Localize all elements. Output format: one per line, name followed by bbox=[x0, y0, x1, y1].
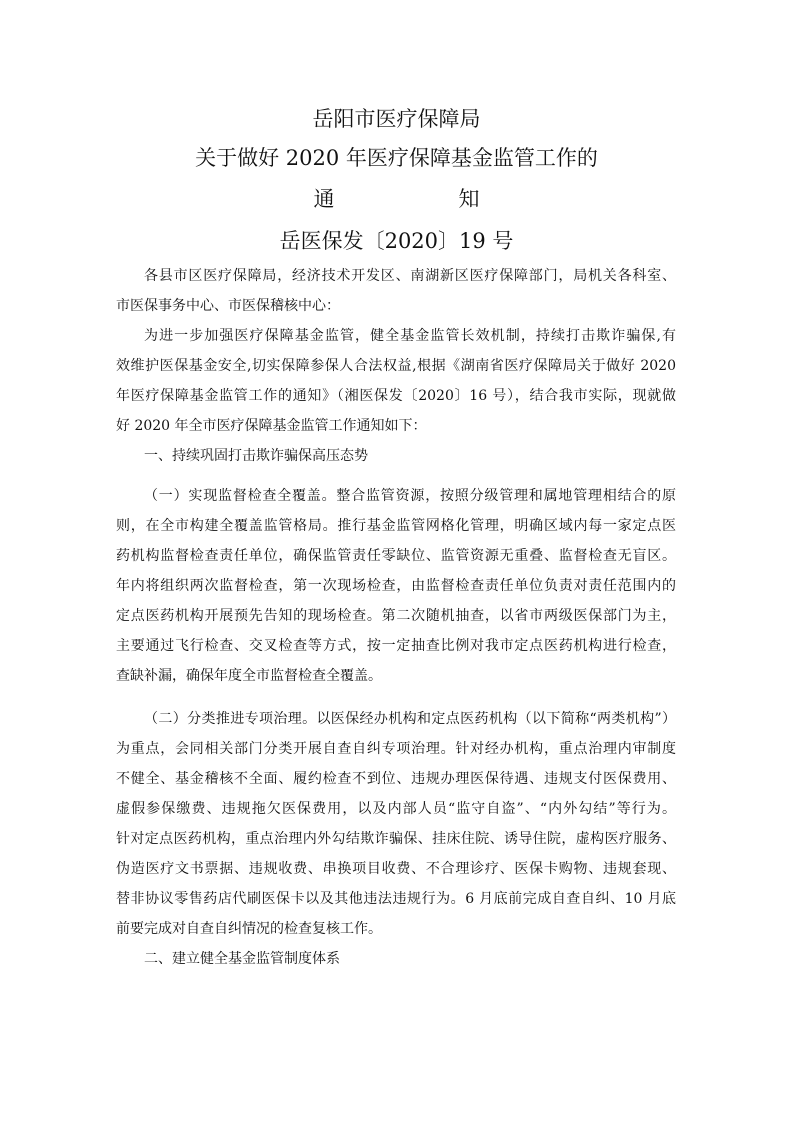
section-2-line: 前要完成对自查自纠情况的检查复核工作。 bbox=[116, 921, 382, 937]
intro-line: 好 2020 年全市医疗保障基金监管工作通知如下： bbox=[116, 418, 427, 434]
intro-line: 年医疗保障基金监管工作的通知》（湘医保发〔2020〕16 号），结合我市实际，现就做 bbox=[116, 388, 676, 404]
notice-char-2: 知 bbox=[458, 187, 480, 211]
section-1-line: 年内将组织两次监督检查，第一次现场检查，由监督检查责任单位负责对责任范围内的 bbox=[116, 578, 676, 594]
section-heading-1: 一、持续巩固打击欺诈骗保高压态势 bbox=[144, 448, 368, 464]
section-2-paragraph bbox=[116, 704, 676, 944]
org-title: 岳阳市医疗保障局 bbox=[312, 107, 481, 131]
section-heading-2: 二、建立健全基金监管制度体系 bbox=[144, 951, 340, 967]
notice-title bbox=[0, 184, 793, 214]
section-1-line: 则，在全市构建全覆盖监管格局。推行基金监管网格化管理，明确区域内每一家定点医 bbox=[116, 518, 676, 534]
addressee-paragraph bbox=[116, 261, 676, 321]
section-1-line: 主要通过飞行检查、交叉检查等方式，按一定抽查比例对我市定点医药机构进行检查， bbox=[116, 638, 676, 654]
section-1-line: 查缺补漏，确保年度全市监督检查全覆盖。 bbox=[116, 668, 382, 684]
section-2-line: 伪造医疗文书票据、违规收费、串换项目收费、不合理诊疗、医保卡购物、违规套现、 bbox=[116, 861, 676, 877]
section-1-line: （一）实现监督检查全覆盖。整合监管资源，按照分级管理和属地管理相结合的原 bbox=[144, 488, 676, 504]
intro-line: 效维护医保基金安全,切实保障参保人合法权益,根据《湖南省医疗保障局关于做好 2020 bbox=[116, 358, 676, 374]
intro-line: 为进一步加强医疗保障基金监管，健全基金监管长效机制，持续打击欺诈骗保,有 bbox=[144, 328, 676, 344]
section-2-line: 针对定点医药机构，重点治理内外勾结欺诈骗保、挂床住院、诱导住院，虚构医疗服务、 bbox=[116, 831, 676, 847]
intro-paragraph bbox=[116, 321, 676, 441]
addressee-line: 市医保事务中心、市医保稽核中心： bbox=[116, 298, 340, 314]
section-1-line: 药机构监督检查责任单位，确保监管责任零缺位、监管资源无重叠、监督检查无盲区。 bbox=[116, 548, 676, 564]
section-2-line: 虚假参保缴费、违规拖欠医保费用，以及内部人员“监守自盗”、“内外勾结”等行为。 bbox=[116, 801, 676, 817]
section-2-line: （二）分类推进专项治理。以医保经办机构和定点医药机构（以下简称“两类机构”） bbox=[144, 711, 676, 727]
addressee-line: 各县市区医疗保障局，经济技术开发区、南湖新区医疗保障部门，局机关各科室、 bbox=[144, 268, 676, 284]
section-2-line: 为重点，会同相关部门分类开展自查自纠专项治理。针对经办机构，重点治理内审制度 bbox=[116, 741, 676, 757]
section-1-paragraph bbox=[116, 481, 676, 691]
section-2-line: 不健全、基金稽核不全面、履约检查不到位、违规办理医保待遇、违规支付医保费用、 bbox=[116, 771, 676, 787]
subject-title: 关于做好 2020 年医疗保障基金监管工作的 bbox=[195, 146, 598, 170]
section-1-line: 定点医药机构开展预先告知的现场检查。第二次随机抽查，以省市两级医保部门为主， bbox=[116, 608, 676, 624]
section-2-line: 替非协议零售药店代刷医保卡以及其他违法违规行为。6 月底前完成自查自纠、10 月底 bbox=[116, 891, 676, 907]
notice-char-1: 通 bbox=[313, 187, 335, 211]
document-number: 岳医保发〔2020〕19 号 bbox=[279, 229, 514, 253]
